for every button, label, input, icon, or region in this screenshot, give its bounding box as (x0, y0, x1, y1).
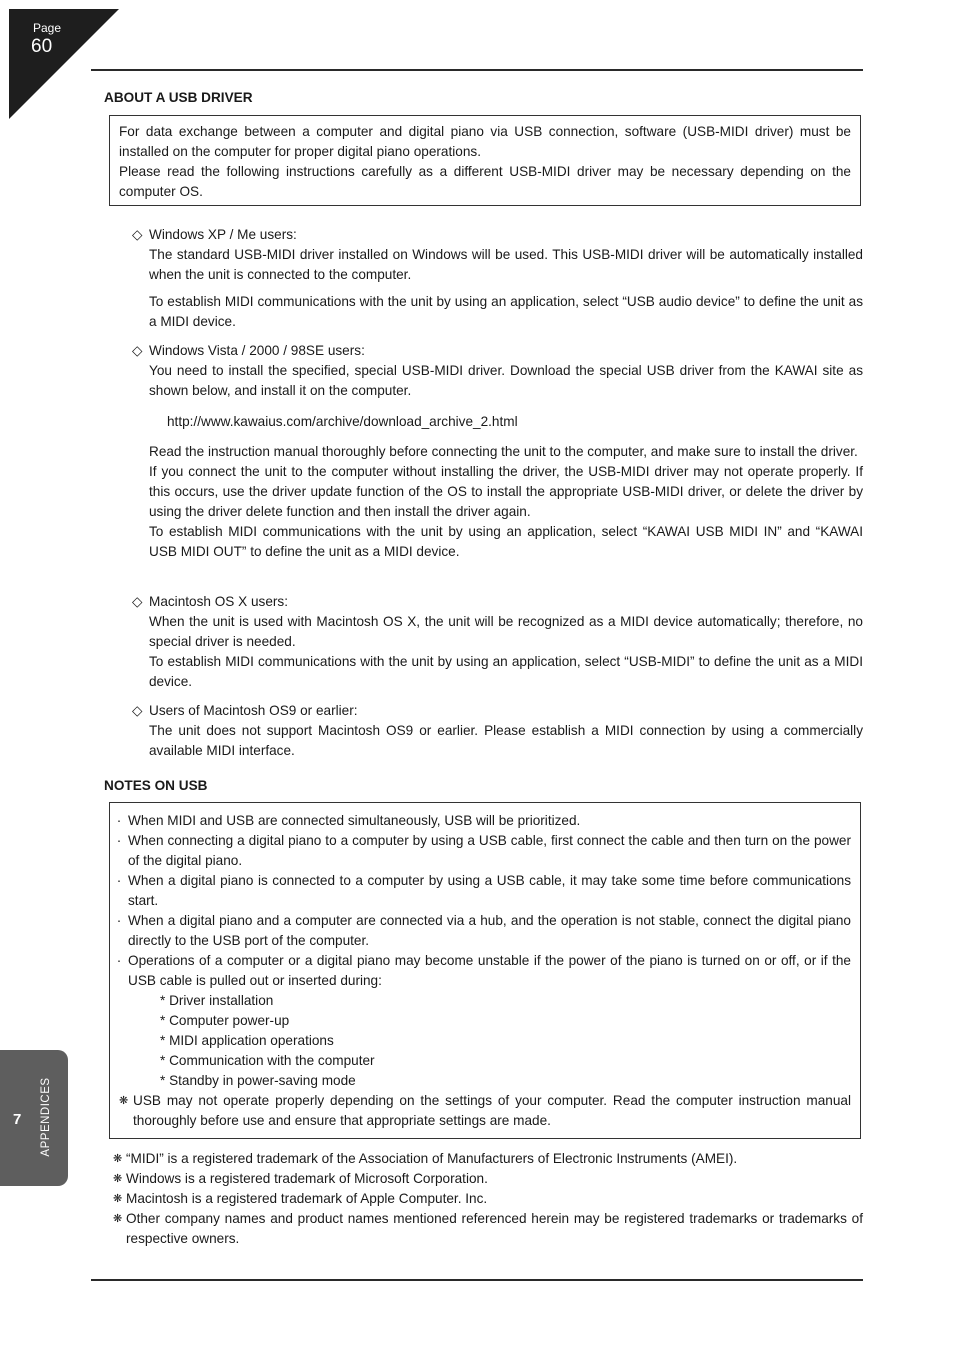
section-title: Windows Vista / 2000 / 98SE users: (149, 343, 365, 358)
section-windows-vista (132, 341, 863, 562)
trademark-item: ❋ Other company names and product names mentioned referenced herein may be registered trademarks or trademarks of respective owners. (113, 1209, 863, 1249)
usb-driver-heading: ABOUT A USB DRIVER (104, 90, 253, 105)
bullet-icon: · (116, 813, 122, 828)
download-url: http://www.kawaius.com/archive/download_archive_2.html (167, 414, 518, 429)
trademark-item: ❋ Windows is a registered trademark of Microsoft Corporation. (113, 1169, 863, 1189)
section-paragraph: If you connect the unit to the computer without installing the driver, the USB-MIDI driver may not operate properly. If this occurs, use the driver update function of the OS to install the appropriate USB-MIDI driver, or delete the driver by using the driver delete function and then install the driver again. (149, 464, 863, 519)
notes-box (109, 802, 861, 1139)
section-paragraph: Read the instruction manual thoroughly before connecting the unit to the computer, and make sure to install the driver. (149, 444, 858, 459)
list-item: · When connecting a digital piano to a computer by using a USB cable, first connect the cable and then turn on the power of the digital piano. (110, 831, 851, 871)
asterisk-icon: ❋ (113, 1173, 123, 1185)
section-title: Macintosh OS X users: (149, 594, 289, 609)
asterisk-icon: ❋ (113, 1193, 123, 1205)
page-label: Page (33, 21, 62, 35)
page-corner-triangle (9, 9, 119, 119)
section-title: Users of Macintosh OS9 or earlier: (149, 703, 358, 718)
diamond-icon: ◇ (132, 703, 143, 718)
trademark-item: ❋ Macintosh is a registered trademark of Apple Computer. Inc. (113, 1189, 863, 1209)
star-note: ❋ USB may not operate properly depending on the settings of your computer. Read the computer instruction manual thoroughly before use and ensure that appropriate settings are made. (110, 1091, 851, 1131)
diamond-icon: ◇ (132, 227, 143, 242)
section-paragraph: To establish MIDI communications with the unit by using an application, select “USB-MIDI” to define the unit as a MIDI device. (149, 654, 863, 689)
usb-driver-intro-box (109, 115, 861, 206)
chapter-label: APPENDICES (40, 1077, 52, 1157)
sub-list-item: * Computer power-up (160, 1013, 290, 1028)
section-windows-xp (132, 225, 863, 332)
list-item: · When a digital piano is connected to a computer by using a USB cable, it may take some time before communications start. (110, 871, 851, 911)
bottom-rule (91, 1279, 863, 1281)
section-paragraph: The standard USB-MIDI driver installed on Windows will be used. This USB-MIDI driver will be automatically installed when the unit is connected to the computer. (149, 247, 863, 282)
asterisk-icon: ❋ (119, 1095, 129, 1107)
section-title: Windows XP / Me users: (149, 227, 297, 242)
section-paragraph: You need to install the specified, special USB-MIDI driver. Download the special USB driver from the KAWAI site as shown below, and install it on the computer. (149, 363, 863, 398)
section-paragraph: The unit does not support Macintosh OS9 or earlier. Please establish a MIDI connection by using a commercially available MIDI interface. (149, 723, 863, 758)
sub-list-item: * Communication with the computer (160, 1053, 375, 1068)
sub-list-item: * Standby in power-saving mode (160, 1073, 356, 1088)
bullet-icon: · (116, 873, 122, 888)
list-item: · Operations of a computer or a digital piano may become unstable if the power of the piano is turned on or off, or if the USB cable is pulled out or inserted during: (110, 951, 851, 991)
bullet-icon: · (116, 953, 122, 968)
intro-paragraph: Please read the following instructions carefully as a different USB-MIDI driver may be necessary depending on the computer OS. (119, 164, 851, 199)
trademark-item: ❋ “MIDI” is a registered trademark of the Association of Manufacturers of Electronic Instruments (AMEI). (113, 1149, 863, 1169)
diamond-icon: ◇ (132, 343, 143, 358)
section-macintosh-osx (132, 592, 863, 692)
bullet-icon: · (116, 913, 122, 928)
section-paragraph: To establish MIDI communications with the unit by using an application, select “KAWAI USB MIDI IN” and “KAWAI USB MIDI OUT” to define the unit as a MIDI device. (149, 524, 863, 559)
intro-paragraph: For data exchange between a computer and digital piano via USB connection, software (USB-MIDI driver) must be installed on the computer for proper digital piano operations. (119, 124, 851, 159)
asterisk-icon: ❋ (113, 1213, 123, 1225)
section-paragraph: When the unit is used with Macintosh OS X, the unit will be recognized as a MIDI device automatically; therefore, no special driver is needed. (149, 614, 863, 649)
section-macintosh-os9 (132, 701, 863, 761)
asterisk-icon: ❋ (113, 1153, 123, 1165)
chapter-number: 7 (13, 1111, 22, 1128)
section-paragraph: To establish MIDI communications with the unit by using an application, select “USB audio device” to define the unit as a MIDI device. (149, 294, 863, 329)
list-item: · When a digital piano and a computer are connected via a hub, and the operation is not stable, connect the digital piano directly to the USB port of the computer. (110, 911, 851, 951)
bullet-icon: · (116, 833, 122, 848)
sub-list-item: * MIDI application operations (160, 1033, 334, 1048)
page-number: 60 (31, 36, 53, 57)
top-rule (91, 69, 863, 71)
diamond-icon: ◇ (132, 594, 143, 609)
chapter-tab (0, 1050, 68, 1186)
notes-heading: NOTES ON USB (104, 778, 208, 793)
sub-list-item: * Driver installation (160, 993, 274, 1008)
list-item: · When MIDI and USB are connected simultaneously, USB will be prioritized. (110, 811, 851, 831)
trademark-notes (113, 1149, 863, 1249)
